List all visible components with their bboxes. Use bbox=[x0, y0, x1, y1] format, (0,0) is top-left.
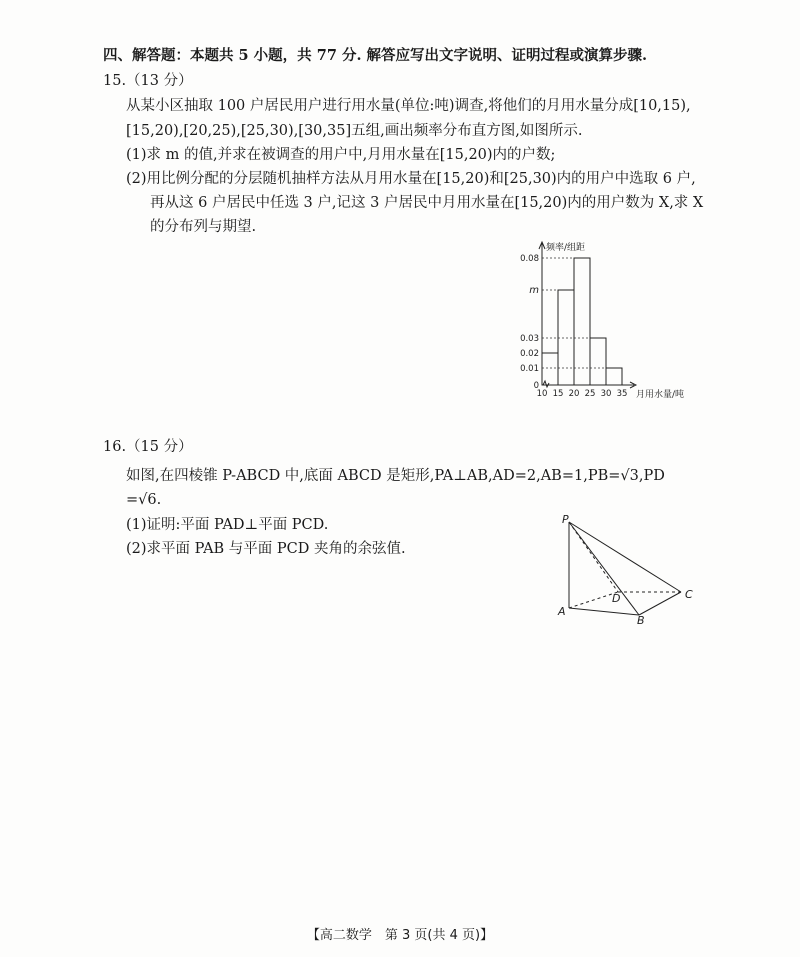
x-tick-label: 10 bbox=[536, 389, 548, 399]
label-B: B bbox=[637, 614, 645, 624]
y-tick-label: 0.08 bbox=[520, 254, 539, 264]
q16-part1: (1)证明:平面 PAD⊥平面 PCD. bbox=[126, 517, 329, 533]
q16-line2: =√6. bbox=[126, 492, 162, 508]
edge-AB bbox=[569, 608, 639, 615]
histogram-bar-5 bbox=[606, 368, 622, 385]
histogram-bar-2 bbox=[558, 290, 574, 385]
page-footer: 【高二数学 第 3 页(共 4 页)】 bbox=[306, 928, 494, 943]
histogram-bar-1 bbox=[542, 353, 558, 385]
x-tick-label: 30 bbox=[600, 389, 612, 399]
q16-number: 16.（15 分） bbox=[103, 439, 193, 455]
label-P: P bbox=[562, 513, 569, 526]
x-tick-label: 25 bbox=[584, 389, 596, 399]
q15-line1: 从某小区抽取 100 户居民用户进行用水量(单位:吨)调查,将他们的月用水量分成[10,15), bbox=[126, 98, 691, 114]
q15-part2-line1: (2)用比例分配的分层随机抽样方法从月用水量在[15,20)和[25,30)内的用户中选取 6 户, bbox=[126, 171, 696, 187]
x-axis-label: 月用水量/吨 bbox=[636, 390, 685, 400]
edge-PC bbox=[569, 522, 681, 592]
q15-line2: [15,20),[20,25),[25,30),[30,35]五组,画出频率分布直方图,如图所示. bbox=[126, 123, 583, 139]
q15-part1: (1)求 m 的值,并求在被调查的用户中,月用水量在[15,20)内的户数; bbox=[126, 147, 556, 163]
x-tick-label: 15 bbox=[552, 389, 564, 399]
section-heading: 四、解答题：本题共 5 小题，共 77 分. 解答应写出文字说明、证明过程或演算步骤. bbox=[103, 47, 648, 64]
axis-break-mark bbox=[543, 381, 549, 387]
edge-PB bbox=[569, 522, 639, 615]
label-C: C bbox=[685, 588, 693, 601]
edge-PD bbox=[569, 522, 618, 592]
x-tick-label: 20 bbox=[568, 389, 580, 399]
y-tick-label: 0 bbox=[533, 381, 539, 391]
q15-number: 15.（13 分） bbox=[103, 73, 193, 89]
edge-AD bbox=[569, 592, 621, 608]
q16-part2: (2)求平面 PAB 与平面 PCD 夹角的余弦值. bbox=[126, 541, 406, 557]
histogram-bar-3 bbox=[574, 258, 590, 385]
q15-part2-line2: 再从这 6 户居民中任选 3 户,记这 3 户居民中月用水量在[15,20)内的用户数为 X,求 X bbox=[150, 195, 704, 211]
y-axis-label: 频率/组距 bbox=[546, 243, 586, 253]
y-tick-label: m bbox=[529, 285, 539, 296]
edge-BC bbox=[639, 592, 681, 615]
q16-line1: 如图,在四棱锥 P-ABCD 中,底面 ABCD 是矩形,PA⊥AB,AD=2,AB=1,PB=√3,PD bbox=[126, 468, 665, 484]
histogram-chart bbox=[500, 235, 710, 405]
q15-part2-line3: 的分布列与期望. bbox=[150, 219, 257, 235]
label-D: D bbox=[612, 592, 621, 605]
label-A: A bbox=[558, 605, 566, 618]
y-tick-label: 0.02 bbox=[520, 349, 539, 359]
histogram-bar-4 bbox=[590, 338, 606, 385]
pyramid-figure bbox=[555, 512, 705, 624]
y-tick-label: 0.01 bbox=[520, 364, 539, 374]
x-tick-label: 35 bbox=[616, 389, 628, 399]
y-tick-label: 0.03 bbox=[520, 334, 539, 344]
